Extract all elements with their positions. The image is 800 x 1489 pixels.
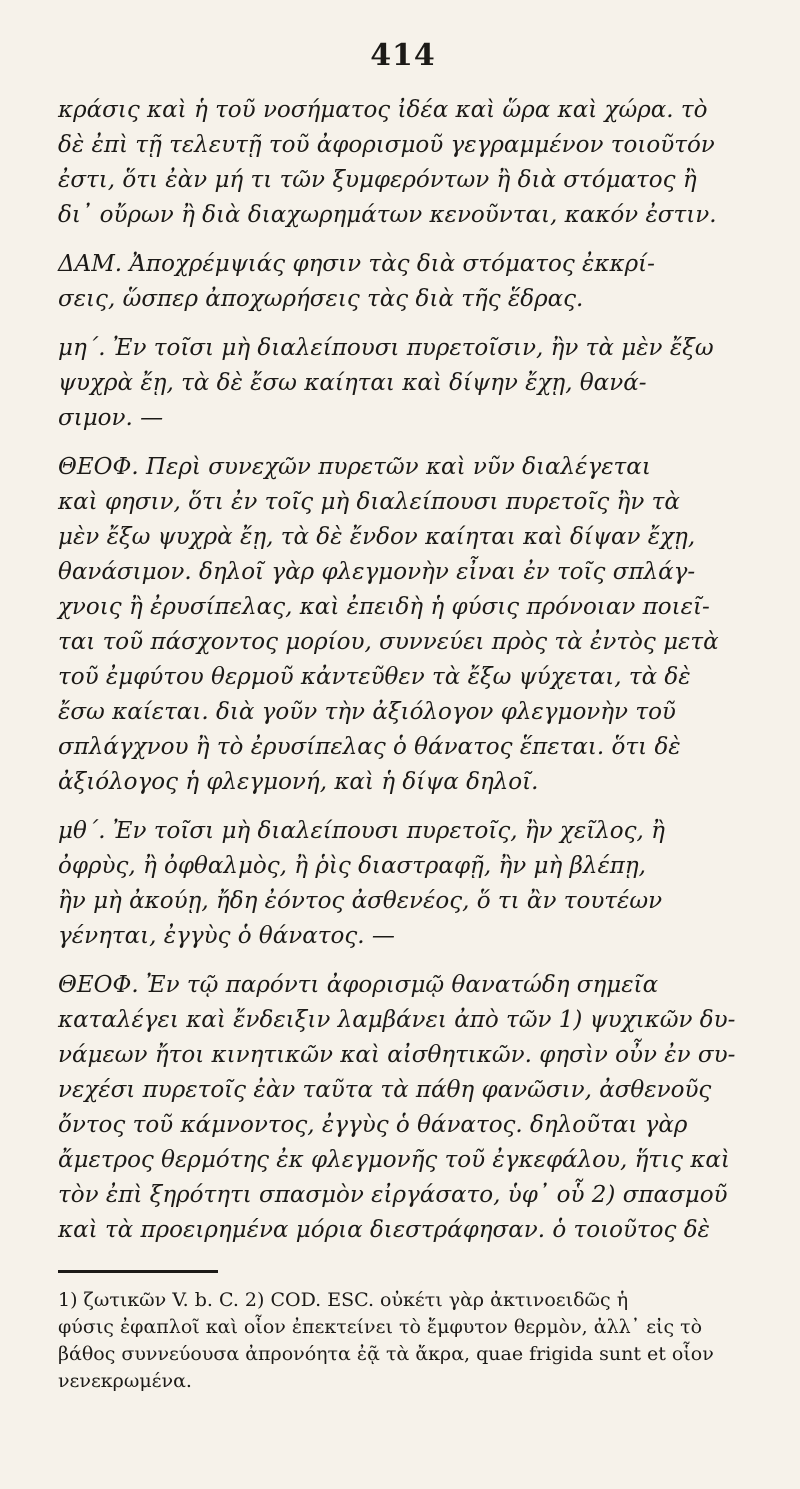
text-line: σιμον. — xyxy=(58,405,164,431)
footnote-line: 1) ζωτικῶν V. b. C. 2) COD. ESC. οὐκέτι γὰρ ἀκτινοειδῶς ἡ xyxy=(58,1289,629,1311)
text-line: δὲ ἐπὶ τῇ τελευτῇ τοῦ ἀφορισμοῦ γεγραμμένον τοιοῦτόν xyxy=(58,132,715,158)
footnote-line: βάθος συννεύουσα ἀπρονόητα ἐᾷ τὰ ἄκρα, quae frigida sunt et οἷον xyxy=(58,1343,714,1365)
text-line: μὲν ἔξω ψυχρὰ ἔῃ, τὰ δὲ ἔνδον καίηται καὶ δίψαν ἔχῃ, xyxy=(58,524,696,550)
paragraph-intro xyxy=(58,93,748,233)
footnotes xyxy=(58,1287,748,1395)
aphorism-49 xyxy=(58,814,748,954)
text-line: ἀξιόλογος ἡ φλεγμονή, καὶ ἡ δίψα δηλοῖ. xyxy=(58,769,539,795)
text-line: δι᾽ οὔρων ἢ διὰ διαχωρημάτων κενοῦνται, κακόν ἐστιν. xyxy=(58,202,717,228)
text-line: μθ΄. Ἐν τοῖσι μὴ διαλείπουσι πυρετοῖς, ἢν χεῖλος, ἢ xyxy=(58,818,665,844)
text-line: ΘΕΟΦ. Περὶ συνεχῶν πυρετῶν καὶ νῦν διαλέγεται xyxy=(58,454,651,480)
text-line: ΘΕΟΦ. Ἐν τῷ παρόντι ἀφορισμῷ θανατώδη σημεῖα xyxy=(58,972,659,998)
text-line: ψυχρὰ ἔῃ, τὰ δὲ ἔσω καίηται καὶ δίψην ἔχῃ, θανά- xyxy=(58,370,647,396)
page-number: 414 xyxy=(370,38,436,73)
text-line: καταλέγει καὶ ἔνδειξιν λαμβάνει ἀπὸ τῶν 1) ψυχικῶν δυ- xyxy=(58,1007,736,1033)
commentary-theophilus-2 xyxy=(58,968,748,1248)
text-line: γένηται, ἐγγὺς ὁ θάνατος. — xyxy=(58,923,395,949)
commentary-theophilus-1 xyxy=(58,450,748,800)
text-line: ΔΑΜ. Ἀποχρέμψιάς φησιν τὰς διὰ στόματος ἐκκρί- xyxy=(58,251,655,277)
text-line: ὀφρὺς, ἢ ὀφθαλμὸς, ἢ ῥὶς διαστραφῇ, ἢν μὴ βλέπῃ, xyxy=(58,853,646,879)
aphorism-48 xyxy=(58,331,748,436)
text-line: ὄντος τοῦ κάμνοντος, ἐγγὺς ὁ θάνατος. δηλοῦται γὰρ xyxy=(58,1112,688,1138)
text-line: τοῦ ἐμφύτου θερμοῦ κἀντεῦθεν τὰ ἔξω ψύχεται, τὰ δὲ xyxy=(58,664,691,690)
text-line: καὶ φησιν, ὅτι ἐν τοῖς μὴ διαλείπουσι πυρετοῖς ἢν τὰ xyxy=(58,489,680,515)
text-line: χνοις ἢ ἐρυσίπελας, καὶ ἐπειδὴ ἡ φύσις πρόνοιαν ποιεῖ- xyxy=(58,594,710,620)
paragraph-damaskios xyxy=(58,247,748,317)
text-line: ἔσω καίεται. διὰ γοῦν τὴν ἀξιόλογον φλεγμονὴν τοῦ xyxy=(58,699,676,725)
text-line: σπλάγχνου ἢ τὸ ἐρυσίπελας ὁ θάνατος ἕπεται. ὅτι δὲ xyxy=(58,734,681,760)
text-line: κράσις καὶ ἡ τοῦ νοσήματος ἰδέα καὶ ὥρα καὶ χώρα. τὸ xyxy=(58,97,708,123)
text-line: ἄμετρος θερμότης ἐκ φλεγμονῆς τοῦ ἐγκεφάλου, ἥτις καὶ xyxy=(58,1147,730,1173)
text-line: ἢν μὴ ἀκούῃ, ἤδη ἐόντος ἀσθενέος, ὅ τι ἂν τουτέων xyxy=(58,888,663,914)
text-line: ἐστι, ὅτι ἐὰν μή τι τῶν ξυμφερόντων ἢ διὰ στόματος ἢ xyxy=(58,167,697,193)
text-line: νάμεων ἤτοι κινητικῶν καὶ αἰσθητικῶν. φησὶν οὖν ἐν συ- xyxy=(58,1042,736,1068)
text-line: μη΄. Ἐν τοῖσι μὴ διαλείπουσι πυρετοῖσιν, ἢν τὰ μὲν ἔξω xyxy=(58,335,714,361)
text-line: νεχέσι πυρετοῖς ἐὰν ταῦτα τὰ πάθη φανῶσιν, ἀσθενοῦς xyxy=(58,1077,712,1103)
text-line: ται τοῦ πάσχοντος μορίου, συννεύει πρὸς τὰ ἐντὸς μετὰ xyxy=(58,629,719,655)
footnote-line: νενεκρωμένα. xyxy=(58,1370,192,1392)
text-line: τὸν ἐπὶ ξηρότητι σπασμὸν εἰργάσατο, ὑφ᾽ οὗ 2) σπασμοῦ xyxy=(58,1182,728,1208)
text-line: καὶ τὰ προειρημένα μόρια διεστράφησαν. ὁ τοιοῦτος δὲ xyxy=(58,1217,710,1243)
text-line: σεις, ὥσπερ ἀποχωρήσεις τὰς διὰ τῆς ἕδρας. xyxy=(58,286,584,312)
footnote-line: φύσις ἐφαπλοῖ καὶ οἷον ἐπεκτείνει τὸ ἔμφυτον θερμὸν, ἀλλ᾽ εἰς τὸ xyxy=(58,1316,703,1338)
text-line: θανάσιμον. δηλοῖ γὰρ φλεγμονὴν εἶναι ἐν τοῖς σπλάγ- xyxy=(58,559,696,585)
footnote-divider xyxy=(58,1270,218,1273)
